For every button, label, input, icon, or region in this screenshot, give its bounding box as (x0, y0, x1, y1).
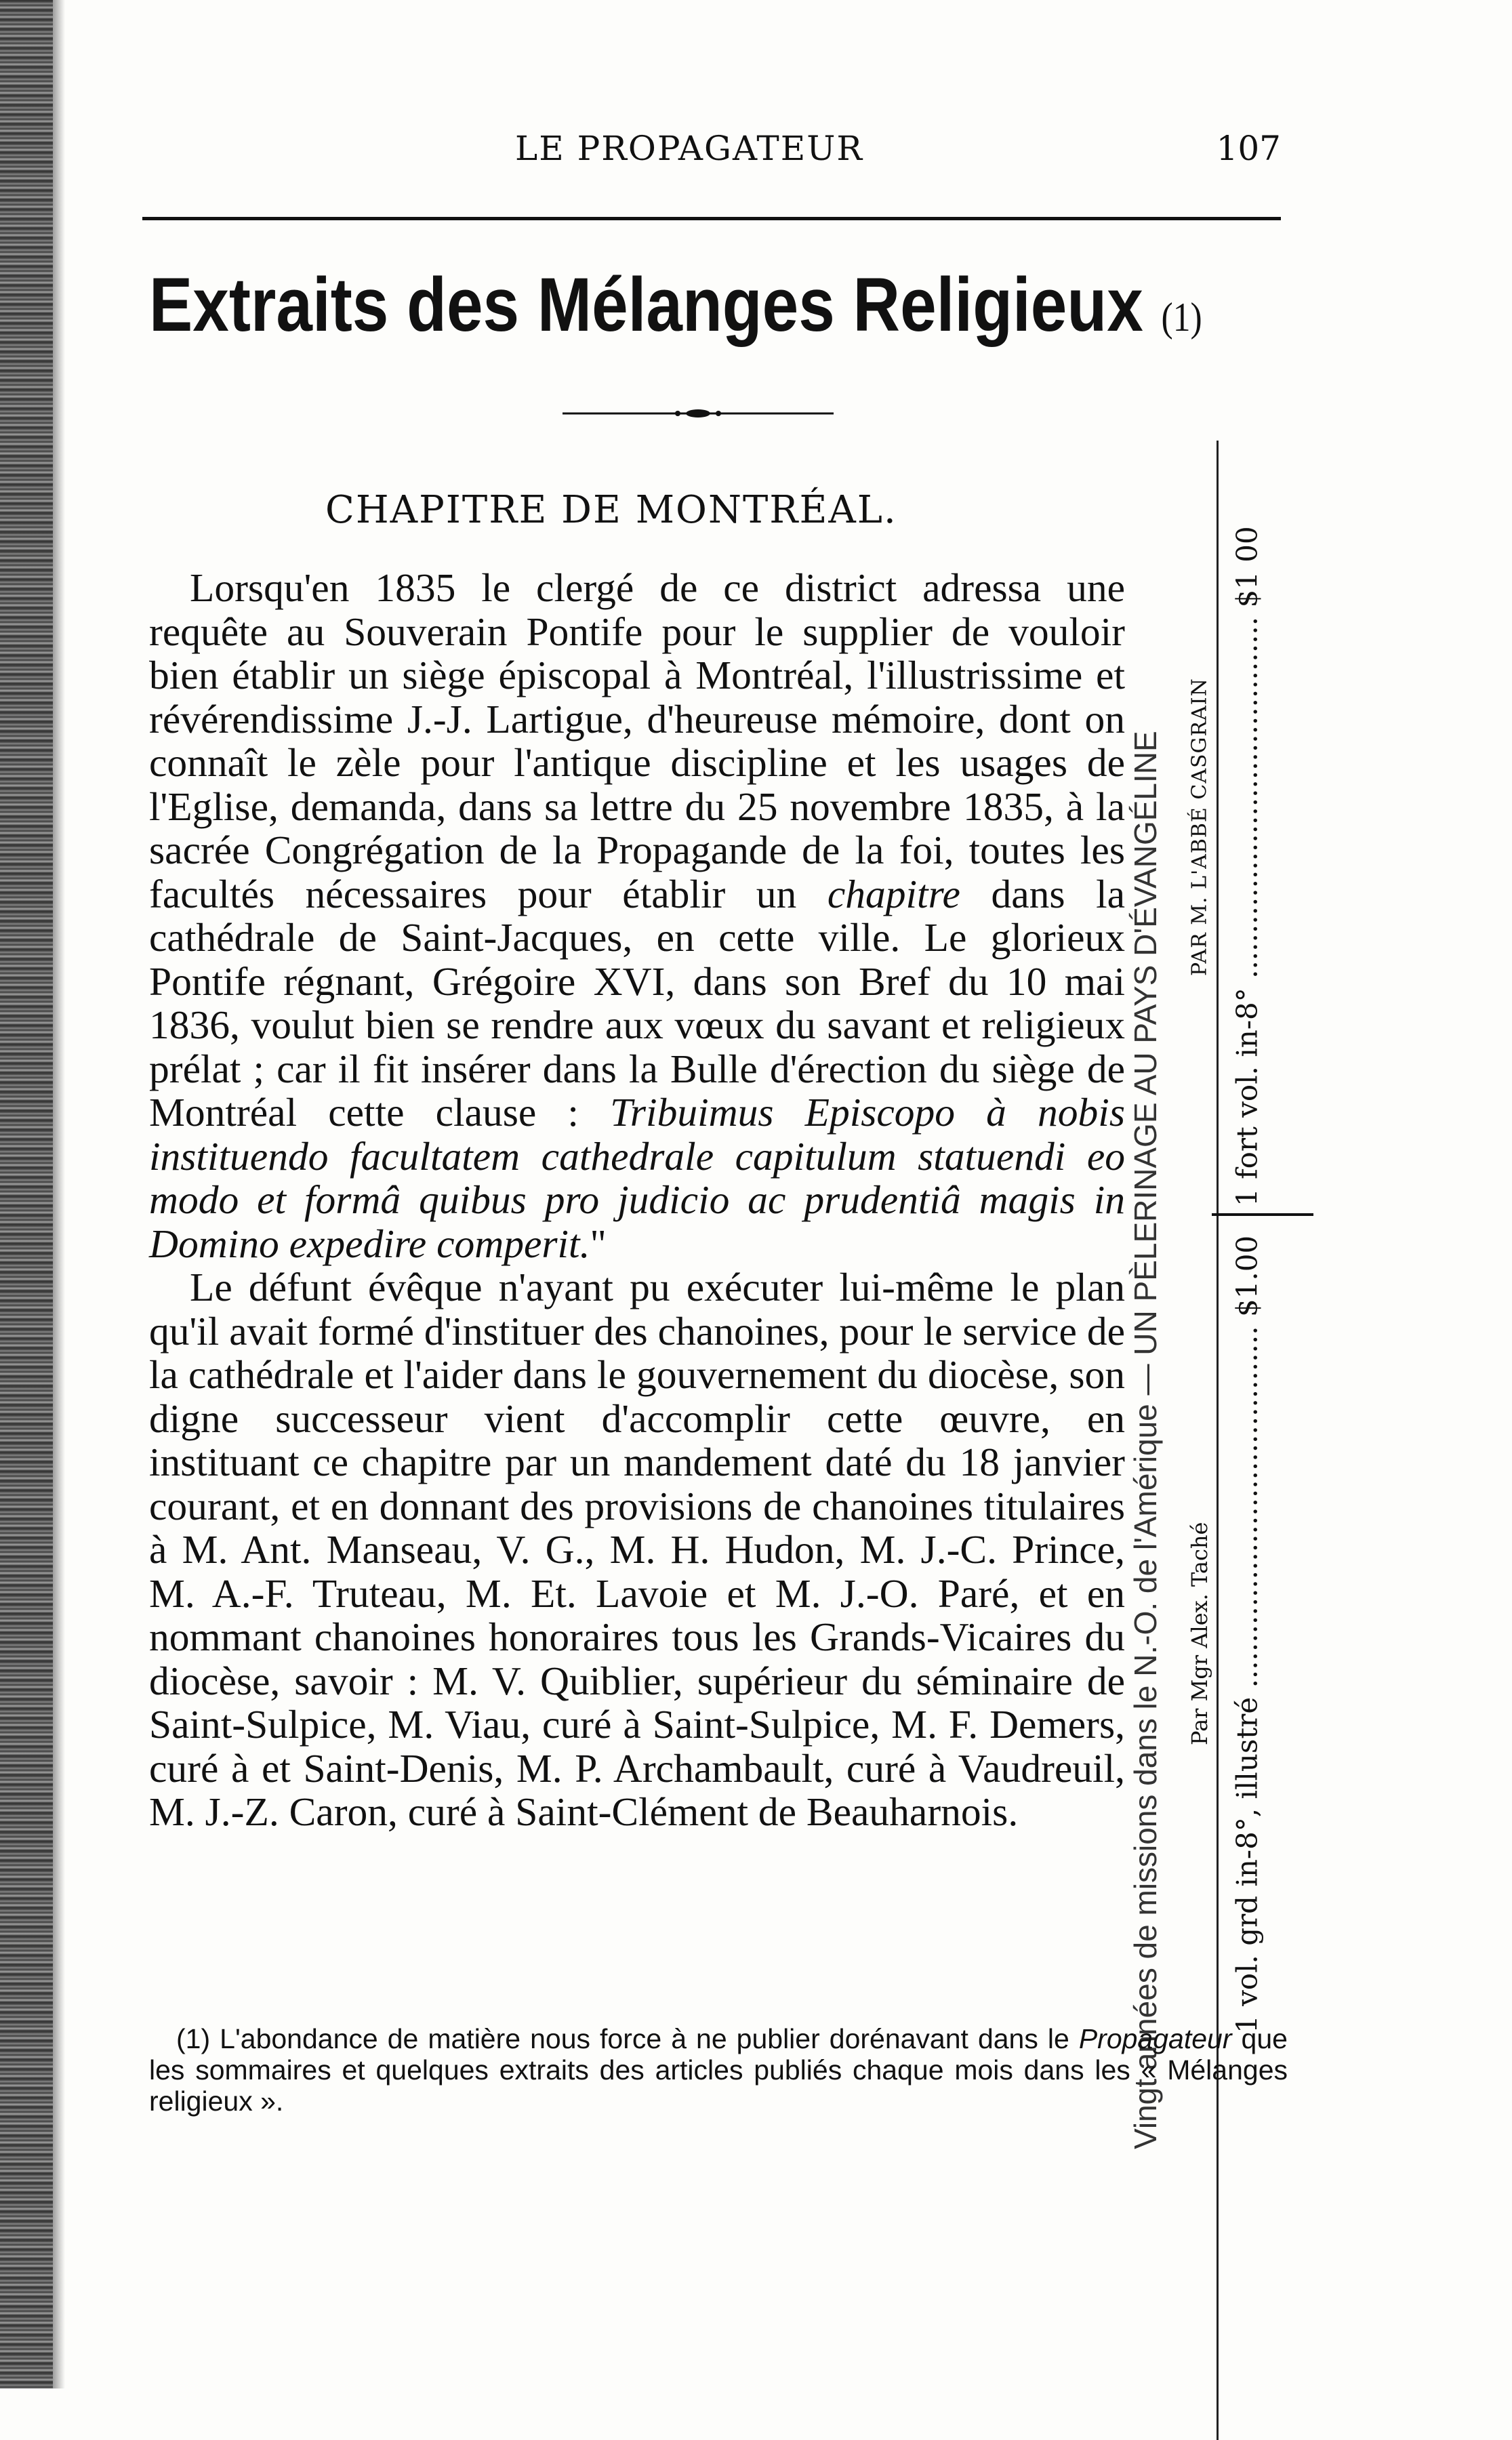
margin-ad-divider (1212, 1213, 1313, 1216)
margin-ad-1-description: 1 fort vol. in-8° ........................................ $1 00 (1230, 526, 1264, 1206)
margin-ad-1-author: PAR M. L'ABBÉ CASGRAIN (1187, 678, 1212, 976)
running-title: LE PROPAGATEUR (515, 129, 863, 168)
paragraph-1: Lorsqu'en 1835 le clergé de ce district adressa une requête au Souverain Pontife pour le supplier de vouloir bien établir un siège épiscopal à Montréal, l'illustrissime et révérendissime J.-J. Lartigue, d'heureuse mémoire, dont on connaît le zèle pour l'antique discipline et les usages de l'Eglise, demanda, dans sa lettre du 25 novembre 1835, à la sacrée Congrégation de la Propagande de la foi, toutes les facultés nécessaires pour établir un chapitre dans la cathédrale de Saint-Jacques, en cette ville. Le glorieux Pontife régnant, Grégoire XVI, dans son Bref du 10 mai 1836, voulut bien se rendre aux vœux du savant et religieux prélat ; car il fit insérer dans la Bulle d'érection du siège de Montréal cette clause : Tribuimus Episcopo à nobis instituendo facultatem cathedrale capitulum statuendi eo modo et formâ quibus pro judicio ac prudentiâ magis in Domino expedire comperit." (149, 565, 1126, 1266)
header-rule (142, 217, 1281, 220)
margin-ad-banner: Vingt années de missions dans le N.-O. de l'Amérique — UN PÈLERINAGE AU PAYS D'ÉVANGÉLINE (1128, 731, 1163, 2150)
title-footnote-mark: (1) (1161, 295, 1202, 340)
footnote (149, 2023, 1288, 2117)
italic-term: chapitre (827, 871, 960, 916)
article-title (149, 254, 1202, 368)
binding-shadow (53, 0, 65, 2388)
paragraph-2: Le défunt évêque n'ayant pu exécuter lui-même le plan qu'il avait formé d'instituer des chanoines, pour le service de la cathédrale et l'aider dans le gouvernement du diocèse, son digne successeur vient d'accomplir cette œuvre, en instituant ce chapitre par un mandement daté du 18 janvier courant, et en donnant des provisions de chanoines titulaires à M. Ant. Manseau, V. G., M. H. Hudon, M. J.-C. Prince, M. A.-F. Truteau, M. Et. Lavoie et M. J.-O. Paré, et en nommant chanoines honoraires tous les Grands-Vicaires du diocèse, savoir : M. V. Quiblier, supérieur du séminaire de Saint-Sulpice, M. Viau, curé à Saint-Sulpice, M. F. Demers, curé à et Saint-Denis, M. P. Archambault, curé à Vaudreuil, M. J.-Z. Caron, curé à Saint-Clément de Beauharnois. (149, 1265, 1125, 1834)
latin-quote: Tribuimus Episcopo à nobis instituendo facultatem cathedrale capitulum statuendi eo modo et formâ quibus pro judicio ac prudentiâ magis in Domino expedire comperit. (149, 1090, 1125, 1266)
footnote-text: (1) L'abondance de matière nous force à ne publier dorénavant dans le Propagateur que les sommaires et quelques extraits des articles publiés chaque mois dans les « Mélanges religieux ». (149, 2023, 1288, 2117)
article-title-text: Extraits des Mélanges Religieux (149, 262, 1143, 347)
title-ornament (563, 407, 834, 420)
article-body (149, 566, 1125, 1834)
page-number: 107 (1216, 129, 1281, 168)
margin-ad-2-author: Par Mgr Alex. Taché (1187, 1522, 1212, 1745)
binding-gutter (0, 0, 53, 2388)
footnote-mark: (1) (176, 2023, 211, 2054)
chapter-heading: CHAPITRE DE MONTRÉAL. (325, 488, 897, 532)
margin-ad-2-description: 1 vol. grd in-8°, illustré ........................................ $1.00 (1230, 1235, 1264, 2033)
page-header (149, 129, 1281, 176)
